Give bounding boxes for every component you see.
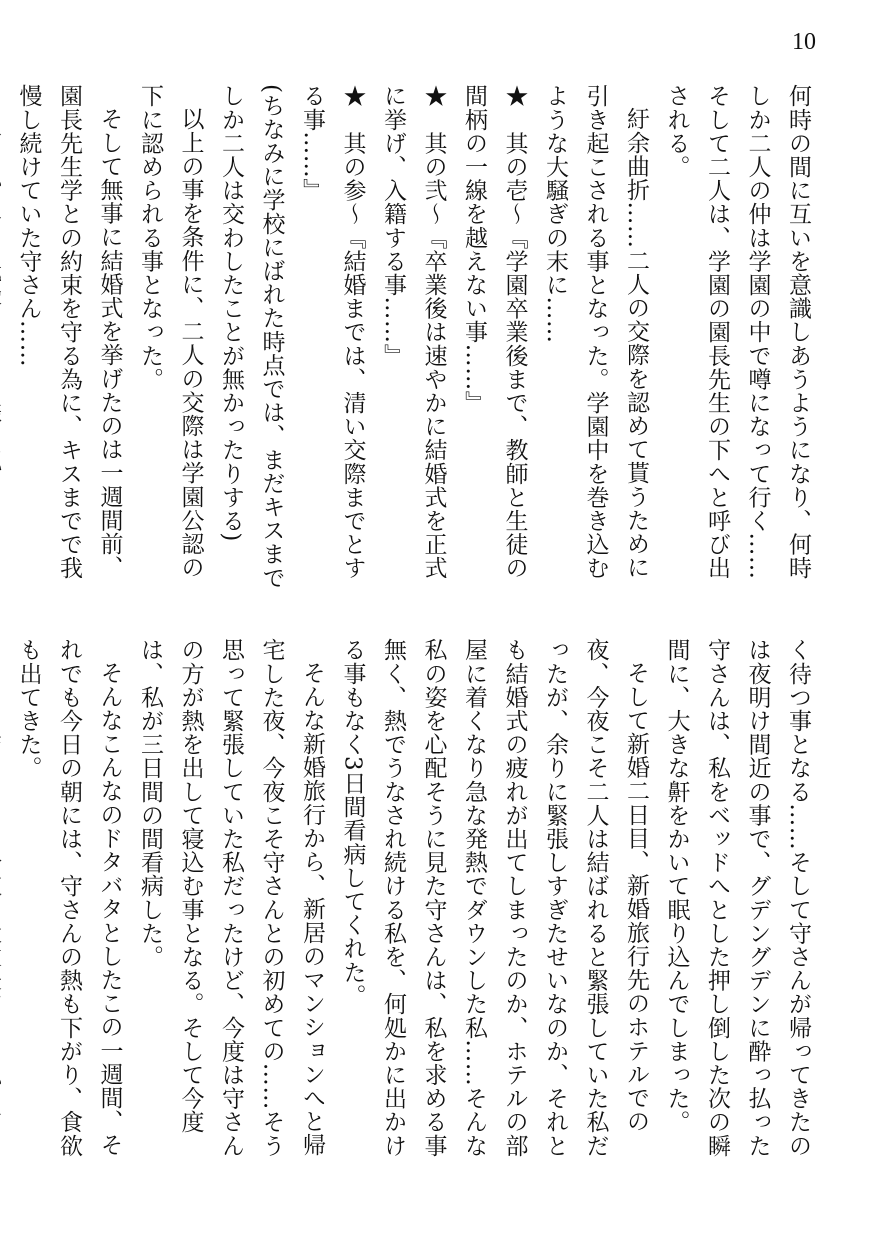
paragraph: そして新婚二日目、新婚旅行先のホテルでの夜、今夜こそ二人は結ばれると緊張していた私だったが、余りに緊張しすぎたせいなのか、それとも結婚式の疲れが出てしまったのか、ホテルの部屋に着くなり急な発熱でダウンした私……そんな私の姿を心配そうに見た守さんは、私を求める事無く、熱でうなされ続ける私を、何処かに出かける事もなく3日間看病してくれた。 [339,638,649,1158]
rule-item: ★ 其の参～『結婚までは、清い交際までとする事……』 [299,84,366,580]
paragraph: (ちなみに学校にばれた時点では、まだキスまでしか二人は交わしたことが無かったりする) [218,84,285,590]
paragraph [0,638,8,1158]
paragraph: く待つ事となる……そして守さんが帰ってきたのは夜明け間近の事で、グデングデンに酔っ払った守さんは、私をベッドへとした押し倒した次の瞬間に、大きな鼾をかいて眠り込んでしまった。 [663,638,811,1158]
paragraph: そんな新婚旅行から、新居のマンションへと帰宅した夜、今夜こそ守さんとの初めての……そう思って緊張していた私だったけど、今度は守さんの方が熱を出して寝込む事となる。そして今度は、私が三日間の間看病した。 [137,638,325,1158]
page-number: 10 [792,29,816,55]
paragraph: そんなこんなのドタバタとしたこの一週間、それでも今日の朝には、守さんの熱も下がり、食欲も出てきた。 [15,638,123,1158]
paragraph: そして無事に結婚式を挙げたのは一週間前、園長先生学との約束を守る為に、キスまでで我慢し続けていた守さん…… [15,84,123,580]
paragraph: 何時の間に互いを意識しあうようになり、何時しか二人の仲は学園の中で噂になって行く……そして二人は、学園の園長先生の下へと呼び出される。 [663,84,811,580]
rule-item: ★ 其の弐～『卒業後は速やかに結婚式を正式に挙げ、入籍する事……』 [380,84,447,580]
lower-text-block [15,638,818,1158]
paragraph [0,84,8,596]
upper-text-block [15,84,818,596]
rule-item: ★ 其の壱～『学園卒業後まで、教師と生徒の間柄の一線を越えない事……』 [461,84,528,580]
paragraph: 紆余曲折……二人の交際を認めて貰うために引き起こされる事となった。学園中を巻き込むような大騒ぎの末に…… [542,84,649,580]
paragraph: 以上の事を条件に、二人の交際は学園公認の下に認められる事となった。 [137,84,204,579]
